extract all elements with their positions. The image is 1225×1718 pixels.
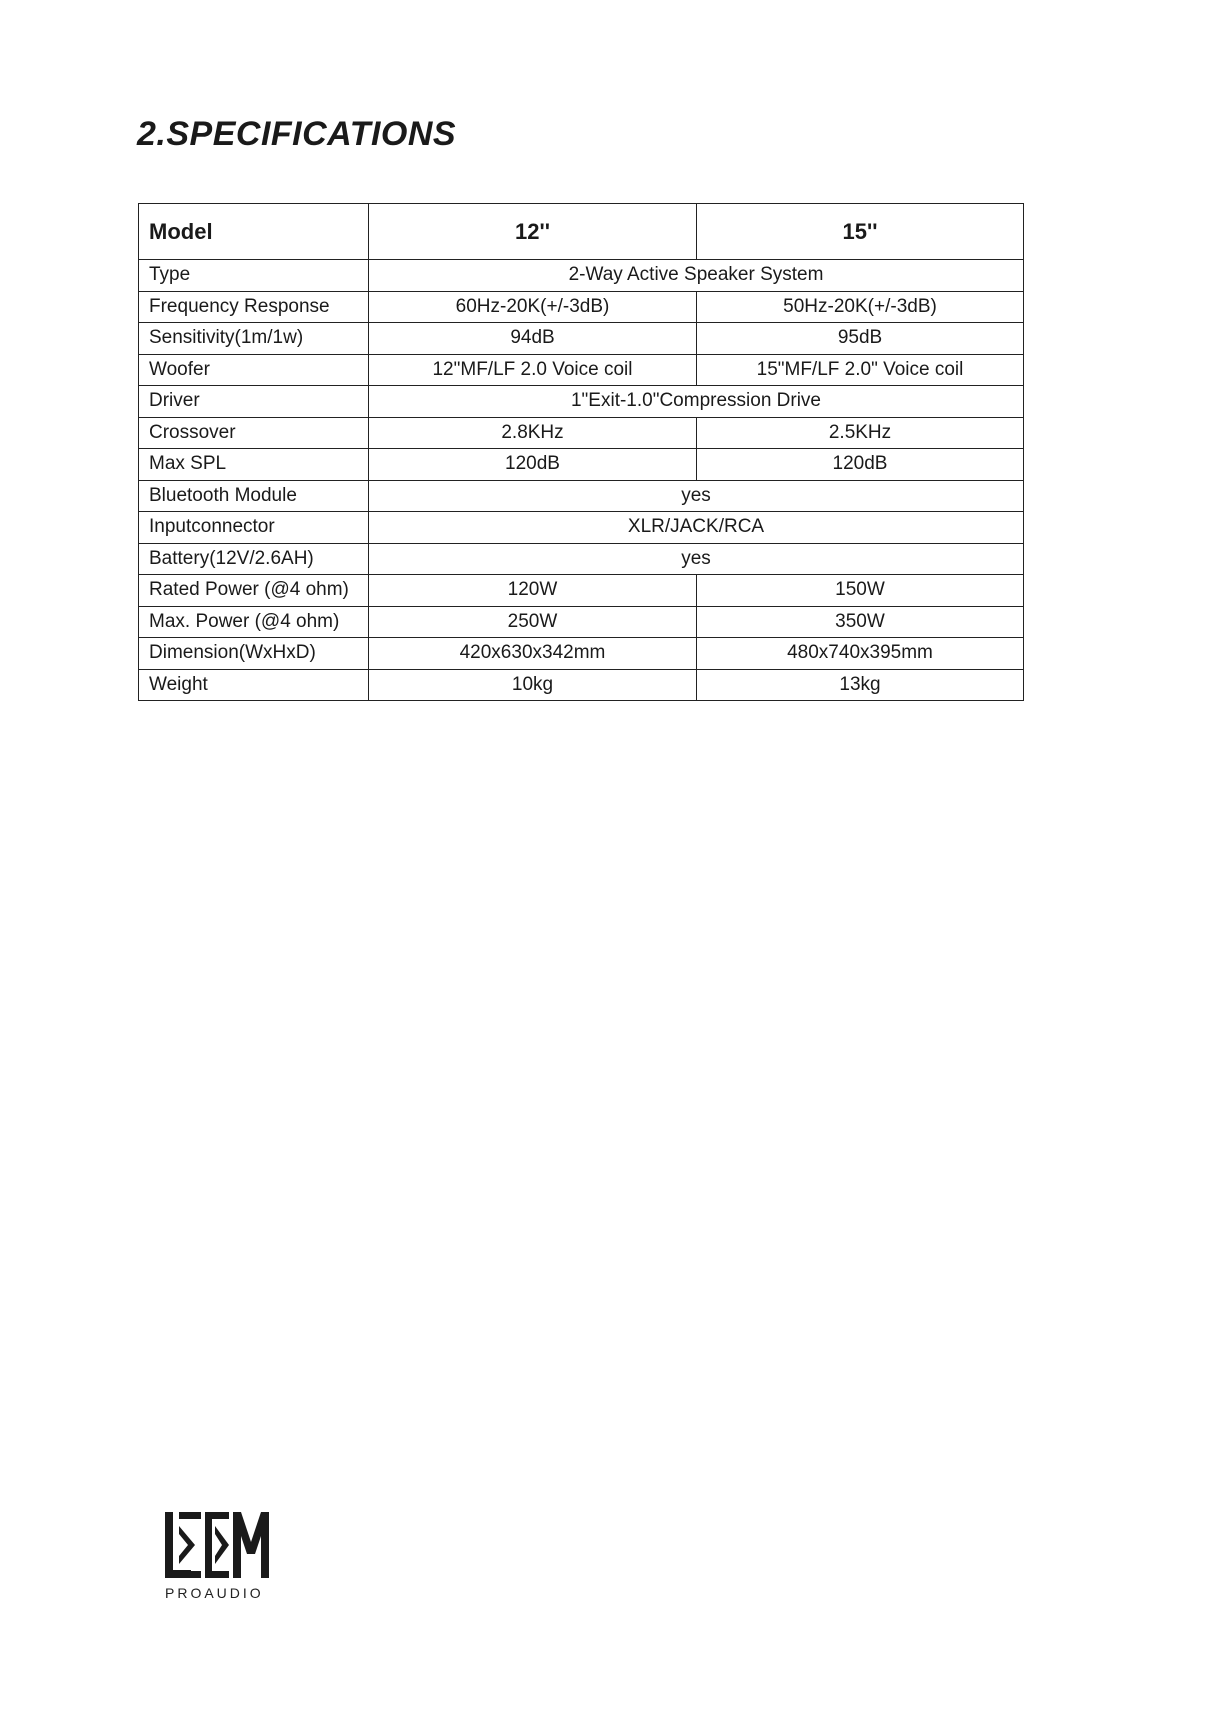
header-15-inch: 15'' bbox=[697, 204, 1024, 260]
row-label: Battery(12V/2.6AH) bbox=[139, 543, 369, 575]
row-label: Crossover bbox=[139, 417, 369, 449]
row-label: Woofer bbox=[139, 354, 369, 386]
row-label: Inputconnector bbox=[139, 512, 369, 544]
row-label: Frequency Response bbox=[139, 291, 369, 323]
row-value-12: 60Hz-20K(+/-3dB) bbox=[369, 291, 697, 323]
table-row bbox=[139, 638, 1024, 670]
table-row bbox=[139, 512, 1024, 544]
table-row bbox=[139, 575, 1024, 607]
table-row bbox=[139, 417, 1024, 449]
logo-caption: PROAUDIO bbox=[165, 1585, 264, 1601]
page-title: 2.SPECIFICATIONS bbox=[137, 115, 457, 153]
table-row bbox=[139, 386, 1024, 418]
row-value-12: 12"MF/LF 2.0 Voice coil bbox=[369, 354, 697, 386]
row-value-12: 94dB bbox=[369, 323, 697, 355]
row-value-merged: XLR/JACK/RCA bbox=[369, 512, 1024, 544]
row-value-merged: yes bbox=[369, 543, 1024, 575]
row-label: Bluetooth Module bbox=[139, 480, 369, 512]
row-value-15: 120dB bbox=[697, 449, 1024, 481]
row-value-12: 120dB bbox=[369, 449, 697, 481]
row-value-15: 350W bbox=[697, 606, 1024, 638]
table-row bbox=[139, 354, 1024, 386]
header-12-inch: 12'' bbox=[369, 204, 697, 260]
row-label: Driver bbox=[139, 386, 369, 418]
row-value-12: 120W bbox=[369, 575, 697, 607]
row-value-merged: 2-Way Active Speaker System bbox=[369, 260, 1024, 292]
row-value-12: 10kg bbox=[369, 669, 697, 701]
table-row bbox=[139, 480, 1024, 512]
row-value-15: 13kg bbox=[697, 669, 1024, 701]
table-header-row bbox=[139, 204, 1024, 260]
row-value-15: 2.5KHz bbox=[697, 417, 1024, 449]
row-label: Max. Power (@4 ohm) bbox=[139, 606, 369, 638]
row-value-merged: yes bbox=[369, 480, 1024, 512]
row-value-merged: 1"Exit-1.0"Compression Drive bbox=[369, 386, 1024, 418]
header-model: Model bbox=[139, 204, 369, 260]
row-label: Rated Power (@4 ohm) bbox=[139, 575, 369, 607]
row-value-15: 480x740x395mm bbox=[697, 638, 1024, 670]
table-row bbox=[139, 543, 1024, 575]
table-row bbox=[139, 449, 1024, 481]
row-value-15: 150W bbox=[697, 575, 1024, 607]
table-row bbox=[139, 291, 1024, 323]
table-row bbox=[139, 260, 1024, 292]
brand-logo bbox=[165, 1512, 275, 1601]
row-value-12: 2.8KHz bbox=[369, 417, 697, 449]
row-value-15: 15"MF/LF 2.0" Voice coil bbox=[697, 354, 1024, 386]
leem-logo-icon bbox=[165, 1512, 269, 1578]
row-label: Max SPL bbox=[139, 449, 369, 481]
row-label: Sensitivity(1m/1w) bbox=[139, 323, 369, 355]
row-value-12: 250W bbox=[369, 606, 697, 638]
table-row bbox=[139, 606, 1024, 638]
row-label: Weight bbox=[139, 669, 369, 701]
row-value-15: 50Hz-20K(+/-3dB) bbox=[697, 291, 1024, 323]
row-label: Type bbox=[139, 260, 369, 292]
specifications-table bbox=[138, 203, 1024, 701]
table-row bbox=[139, 323, 1024, 355]
row-value-12: 420x630x342mm bbox=[369, 638, 697, 670]
table-row bbox=[139, 669, 1024, 701]
row-value-15: 95dB bbox=[697, 323, 1024, 355]
row-label: Dimension(WxHxD) bbox=[139, 638, 369, 670]
